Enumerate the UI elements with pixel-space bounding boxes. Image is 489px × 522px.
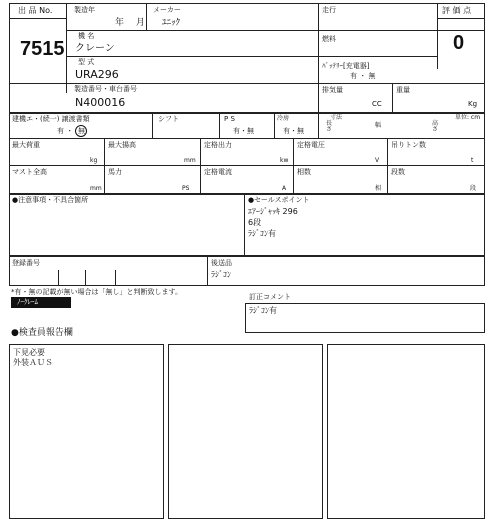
construction-value (57, 125, 87, 137)
divider (66, 56, 318, 57)
rated-current-unit: A (282, 185, 287, 192)
rating-value: 0 (453, 32, 465, 54)
divider (66, 30, 485, 31)
divider (318, 113, 319, 138)
cooling-value: 有・無 (283, 127, 304, 135)
divider (437, 18, 485, 19)
dims-label: 寸法 (330, 114, 343, 121)
hoist-unit: t (471, 157, 474, 164)
rated-current-label: 定格電流 (204, 168, 232, 176)
correction-label: 訂正コメント (249, 293, 291, 301)
weight-unit: Kg (468, 100, 478, 108)
length-label: 長さ (326, 120, 333, 133)
weight-label: 重量 (396, 86, 410, 94)
steps-label: 段数 (391, 168, 405, 176)
name-value: クレーン (75, 43, 115, 54)
inspector-box-3 (327, 344, 485, 519)
max-load-label: 最大荷重 (12, 141, 40, 149)
cooling-label: 冷房 (277, 115, 290, 122)
phase-unit: 相 (375, 185, 382, 192)
no-claim-tag (11, 297, 71, 308)
fuel-label: 燃料 (322, 35, 336, 43)
maker-value: ﾕﾆｯｸ (162, 18, 181, 28)
divider (9, 165, 485, 166)
horsepower-label: 馬力 (108, 168, 122, 176)
divider (9, 138, 485, 139)
divider (244, 194, 245, 256)
divider (115, 270, 116, 286)
battery-value: 有 ・ 無 (350, 72, 376, 80)
inspector-box-1 (9, 344, 164, 519)
sales-line: ｴｱｰｼﾞｬｯｷ 296 (248, 207, 298, 216)
divider (293, 138, 294, 194)
max-load-unit: kg (90, 157, 98, 164)
divider (207, 256, 208, 286)
year-label: 製造年 (74, 6, 95, 14)
shift-label: シフト (158, 115, 179, 123)
correction-value: ﾗｼﾞｺﾝ有 (249, 306, 277, 315)
phase-label: 相数 (297, 168, 311, 176)
lot-no: 7515 (20, 38, 65, 60)
after-label: 後送品 (211, 259, 232, 267)
width-label: 幅 (375, 122, 382, 129)
rated-voltage-label: 定格電圧 (297, 141, 325, 149)
year-value: 年 月 (115, 18, 145, 28)
inspector-line: 外装ＡＵＳ (13, 358, 53, 367)
inspector-box-2 (168, 344, 323, 519)
max-lift-unit: mm (184, 157, 196, 164)
rated-voltage-unit: V (375, 157, 380, 164)
registration-frame (9, 256, 485, 286)
correction-box (245, 303, 485, 333)
divider (219, 113, 220, 138)
inspector-label: ●検査員報告欄 (11, 328, 73, 338)
divider (274, 113, 275, 138)
divider (9, 83, 485, 84)
inspector-line: 下見必要 (13, 348, 45, 357)
divider (9, 18, 66, 19)
hoist-label: 吊りトン数 (391, 141, 426, 149)
rating-label: 評 価 点 (442, 6, 472, 15)
disclaimer: *有・無の記載が無い場合は「無し」と判断致します。 (11, 288, 182, 296)
divider (387, 138, 388, 194)
caution-label: ●注意事項・不具合箇所 (12, 196, 89, 204)
rated-output-label: 定格出力 (204, 141, 232, 149)
name-label: 機 名 (78, 32, 95, 40)
divider (85, 270, 86, 286)
divider (392, 83, 393, 113)
construction-label: 建機エ・(続一) 譲渡書類 (12, 115, 90, 123)
divider (200, 138, 201, 194)
model-label: 型 式 (78, 58, 95, 66)
sales-line: 6段 (248, 218, 262, 227)
mast-label: マスト全高 (12, 168, 47, 176)
divider (318, 56, 437, 57)
divider (104, 138, 105, 194)
divider (318, 3, 319, 113)
registration-label: 登録番号 (12, 259, 40, 267)
max-lift-label: 最大揚高 (108, 141, 136, 149)
divider (146, 3, 147, 30)
steps-unit: 段 (470, 185, 477, 192)
lot-no-label: 出 品 No. (18, 6, 53, 15)
displacement-unit: CC (372, 100, 382, 108)
no-claim-tag-text: ﾉｰｸﾚｰﾑ (17, 298, 38, 306)
model-value: URA296 (75, 68, 119, 81)
sales-label: ●セールスポイント (248, 196, 310, 204)
mast-unit: mm (90, 185, 102, 192)
serial-label: 製造番号・車台番号 (74, 85, 137, 93)
construction-yes: 有 ・ (57, 127, 74, 135)
mileage-label: 走行 (322, 6, 336, 14)
displacement-label: 排気量 (322, 86, 343, 94)
sales-line: ﾗｼﾞｺﾝ有 (248, 229, 276, 238)
divider (437, 3, 438, 69)
divider (58, 270, 59, 286)
battery-label: ﾊﾞｯﾃﾘｰ[充電器] (322, 62, 370, 70)
rated-output-unit: kw (280, 157, 289, 164)
height-label: 高さ (432, 120, 439, 133)
ps-value: 有・無 (233, 127, 254, 135)
horsepower-unit: PS (182, 185, 190, 192)
dims-unit: 単位: cm (455, 114, 481, 121)
after-value: ﾗｼﾞｺﾝ (211, 270, 231, 279)
serial-value: N400016 (75, 96, 126, 109)
divider (152, 113, 153, 138)
ps-label: P S (224, 115, 235, 123)
construction-circled-no: 無 (75, 125, 87, 137)
divider (66, 3, 67, 93)
maker-label: メーカー (153, 6, 181, 14)
